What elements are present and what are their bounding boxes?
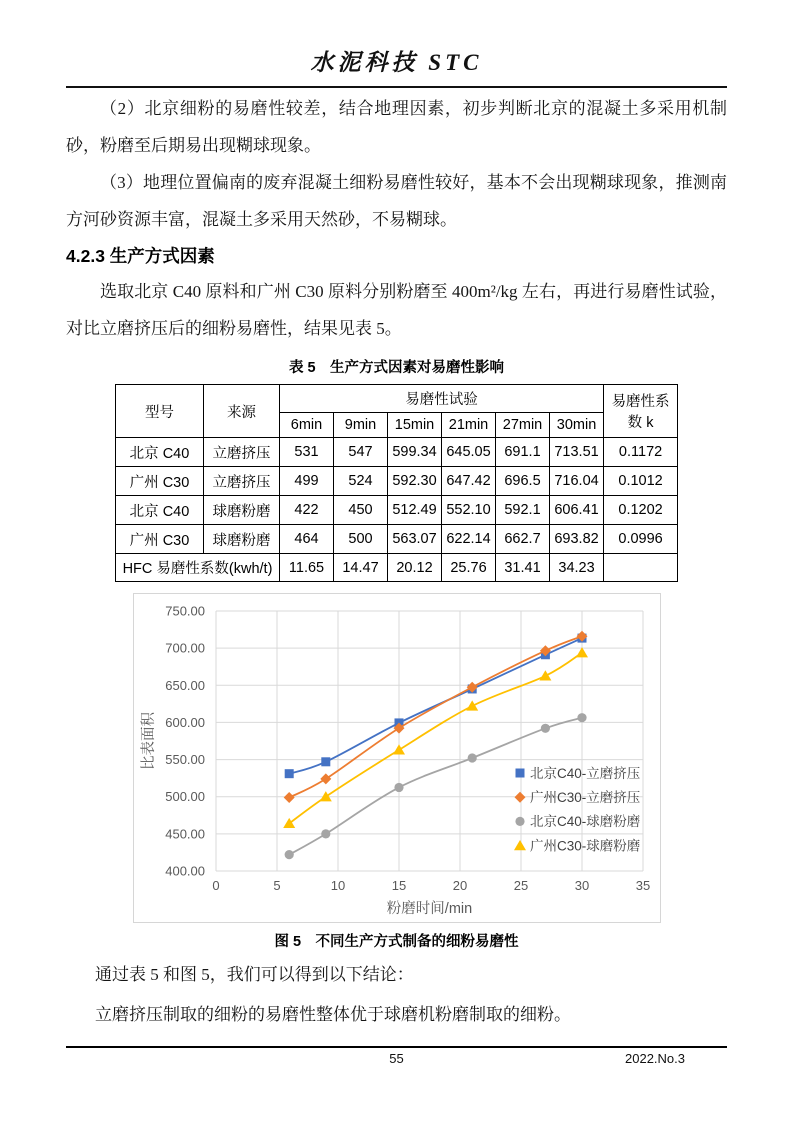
table-cell: 立磨挤压 (204, 438, 280, 467)
table-cell: 31.41 (496, 554, 550, 582)
table-cell: 606.41 (550, 496, 604, 525)
table-cell: 广州 C30 (116, 467, 204, 496)
table-row (116, 438, 678, 467)
page-number: 55 (389, 1051, 404, 1066)
col-header-time: 15min (388, 413, 442, 438)
table-5 (115, 384, 678, 582)
y-tick-label: 400.00 (165, 863, 205, 879)
table-row (116, 467, 678, 496)
table-cell: 552.10 (442, 496, 496, 525)
table-cell: 11.65 (280, 554, 334, 582)
chart-svg (133, 593, 661, 923)
table-cell: 球磨粉磨 (204, 525, 280, 554)
y-axis-title: 比表面积 (141, 712, 157, 770)
col-header-time: 30min (550, 413, 604, 438)
paragraph-3: （3）地理位置偏南的废弃混凝土细粉易磨性较好，基本不会出现糊球现象，推测南方河砂资源丰富，混凝土多采用天然砂，不易糊球。 (66, 173, 727, 229)
paragraph-4: 选取北京 C40 原料和广州 C30 原料分别粉磨至 400m²/kg 左右，再进行易磨性试验，对比立磨挤压后的细粉易磨性，结果见表 5。 (66, 282, 727, 338)
y-tick-label: 450.00 (165, 826, 205, 842)
table-cell: 北京 C40 (116, 438, 204, 467)
col-header-test: 易磨性试验 (280, 385, 604, 413)
table-row (116, 496, 678, 525)
table-5-caption: 表 5 生产方式因素对易磨性影响 (288, 360, 505, 376)
table-cell: 北京 C40 (116, 496, 204, 525)
x-tick-label: 15 (391, 878, 407, 893)
legend-label: 北京C40-立磨挤压 (530, 765, 641, 781)
table-cell: 499 (280, 467, 334, 496)
table-cell: 0.1012 (604, 467, 678, 496)
header-rule (66, 86, 727, 88)
table-header-row-1 (116, 385, 678, 413)
section-heading-4-2-3: 4.2.3 生产方式因素 (66, 246, 215, 266)
table-cell: 广州 C30 (116, 525, 204, 554)
table-cell: 691.1 (496, 438, 550, 467)
table-cell: 0.1202 (604, 496, 678, 525)
y-tick-label: 750.00 (165, 603, 205, 619)
x-tick-label: 5 (273, 878, 281, 893)
table-cell: 500 (334, 525, 388, 554)
table-row (116, 525, 678, 554)
col-header-time: 9min (334, 413, 388, 438)
table-cell: 14.47 (334, 554, 388, 582)
y-tick-label: 550.00 (165, 752, 205, 768)
table-cell: 立磨挤压 (204, 467, 280, 496)
x-tick-label: 35 (635, 878, 651, 893)
legend-label: 北京C40-球磨粉磨 (530, 814, 641, 830)
y-tick-label: 600.00 (165, 714, 205, 730)
table-cell: 0.0996 (604, 525, 678, 554)
table-footer-row (116, 554, 678, 582)
table-cell: 34.23 (550, 554, 604, 582)
col-header-time: 6min (280, 413, 334, 438)
table-cell: 716.04 (550, 467, 604, 496)
x-tick-label: 30 (574, 878, 590, 893)
table-cell: 592.30 (388, 467, 442, 496)
table-cell: 592.1 (496, 496, 550, 525)
table-cell: 512.49 (388, 496, 442, 525)
legend-label: 广州C30-立磨挤压 (530, 790, 641, 805)
table-cell: 622.14 (442, 525, 496, 554)
page-footer (66, 1046, 727, 1066)
table-cell: 25.76 (442, 554, 496, 582)
col-header-time: 27min (496, 413, 550, 438)
table-cell-hfc-label: HFC 易磨性系数(kwh/t) (116, 554, 280, 582)
y-tick-label: 500.00 (165, 789, 205, 805)
table-cell: 422 (280, 496, 334, 525)
table-cell: 547 (334, 438, 388, 467)
table-cell: 645.05 (442, 438, 496, 467)
table-cell: 693.82 (550, 525, 604, 554)
x-tick-label: 0 (212, 878, 220, 893)
table-cell: 696.5 (496, 467, 550, 496)
table-cell: 713.51 (550, 438, 604, 467)
col-header-model: 型号 (116, 385, 204, 438)
table-cell: 524 (334, 467, 388, 496)
table-cell: 20.12 (388, 554, 442, 582)
figure-5-caption: 图 5 不同生产方式制备的细粉易磨性 (274, 934, 519, 950)
conclusion-intro: 通过表 5 和图 5，我们可以得到以下结论： (95, 965, 414, 984)
x-tick-label: 10 (330, 878, 346, 893)
table-cell: 647.42 (442, 467, 496, 496)
table-cell-empty (604, 554, 678, 582)
table-cell: 0.1172 (604, 438, 678, 467)
table-cell: 464 (280, 525, 334, 554)
x-tick-label: 25 (513, 878, 529, 893)
y-tick-label: 650.00 (165, 677, 205, 693)
y-tick-label: 700.00 (165, 640, 205, 656)
figure-5-chart (133, 593, 661, 923)
table-cell: 531 (280, 438, 334, 467)
paragraph-2: （2）北京细粉的易磨性较差，结合地理因素，初步判断北京的混凝土多采用机制砂，粉磨至后期易出现糊球现象。 (66, 99, 727, 155)
col-header-time: 21min (442, 413, 496, 438)
conclusion-1: 立磨挤压制取的细粉的易磨性整体优于球磨机粉磨制取的细粉。 (95, 1005, 571, 1024)
col-header-k: 易磨性系数 k (604, 385, 678, 438)
table-cell: 450 (334, 496, 388, 525)
legend-label: 广州C30-球磨粉磨 (530, 838, 641, 854)
issue-label: 2022.No.3 (625, 1051, 685, 1066)
table-cell: 662.7 (496, 525, 550, 554)
table-cell: 球磨粉磨 (204, 496, 280, 525)
table-cell: 599.34 (388, 438, 442, 467)
x-axis-title: 粉磨时间/min (386, 901, 473, 917)
col-header-source: 来源 (204, 385, 280, 438)
footer-rule (66, 1046, 727, 1048)
x-tick-label: 20 (452, 878, 468, 893)
journal-title: 水泥科技 STC (310, 50, 483, 75)
table-cell: 563.07 (388, 525, 442, 554)
